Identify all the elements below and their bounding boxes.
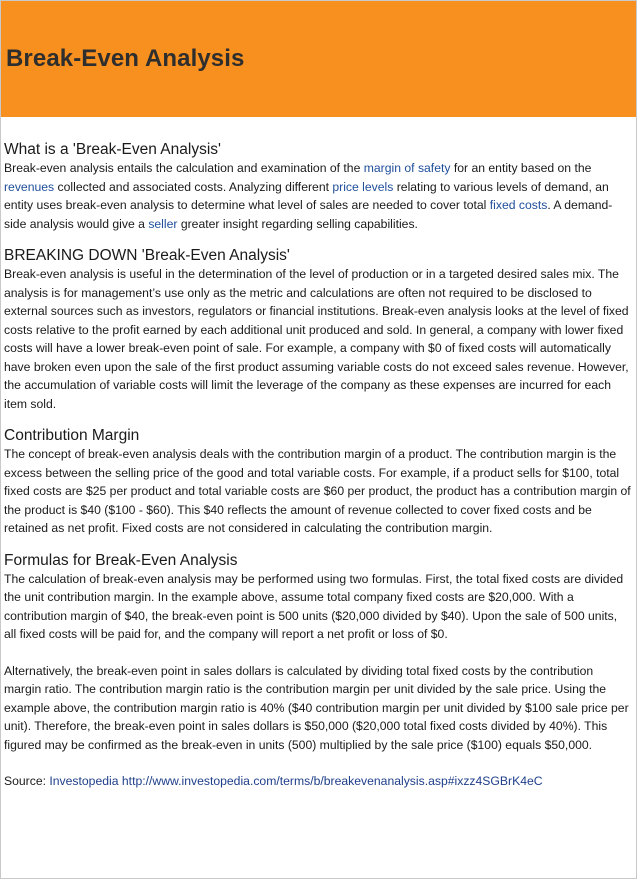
section-heading-contribution-margin: Contribution Margin <box>4 427 140 444</box>
text-run: Break-even analysis entails the calculation and examination of the <box>4 161 364 175</box>
source-url-link[interactable]: http://www.investopedia.com/terms/b/breakevenanalysis.asp#ixzz4SGBrK4eC <box>121 774 543 788</box>
source-line <box>4 772 632 791</box>
section-heading-breaking-down: BREAKING DOWN 'Break-Even Analysis' <box>4 247 290 264</box>
section-paragraph-contribution-margin: The concept of break-even analysis deals with the contribution margin of a product. The contribution margin is the excess between the selling price of the good and total variable costs. For example, if a product sells for $100, total fixed costs are $25 per product and total variable costs are $60 per product, the product has a contribution margin of the product is $40 ($100 - $60). This $40 reflects the amount of revenue collected to cover fixed costs and be retained as net profit. Fixed costs are not considered in calculating the contribution margin. <box>4 447 631 535</box>
article-body <box>4 140 632 791</box>
section-paragraph-what-is <box>4 159 632 233</box>
text-run: greater insight regarding selling capabilities. <box>177 216 418 231</box>
section-heading-what-is: What is a 'Break-Even Analysis' <box>4 141 221 158</box>
section-paragraph-breaking-down: Break-even analysis is useful in the determination of the level of production or in a targeted desired sales mix. The analysis is for management’s use only as the metric and calculations are often not required to be disclosed to external sources such as investors, regulators or financial institutions. Break-even analysis looks at the level of fixed costs relative to the profit earned by each additional unit produced and sold. In general, a company with lower fixed costs will have a lower break-even point of sale. For example, a company with $0 of fixed costs will automatically have broken even upon the sale of the first product assuming variable costs do not exceed sales revenue. However, the accumulation of variable costs will limit the leverage of the company as these expenses are incurred for each item sold. <box>4 267 629 411</box>
text-run: for an entity based on the <box>450 161 592 175</box>
text-run: relating to various levels of demand, an entity uses break-even analysis to determine what level of sales are needed to cover total <box>4 179 609 212</box>
link-price-levels[interactable]: price levels <box>332 179 394 194</box>
section-paragraph-formulas-1: The calculation of break-even analysis may be performed using two formulas. First, the total fixed costs are divided the unit contribution margin. In the example above, assume total company fixed costs are $20,000. With a contribution margin of $40, the break-even point is 500 units ($20,000 divided by $40). Upon the sale of 500 units, all fixed costs will be paid for, and the company will report a net profit or loss of $0. <box>4 571 624 641</box>
page-title: Break-Even Analysis <box>6 45 245 72</box>
text-run: . A demand-side analysis would give a <box>4 198 613 231</box>
link-seller[interactable]: seller <box>148 216 178 231</box>
title-banner <box>1 1 636 117</box>
section-paragraph-formulas-2: Alternatively, the break-even point in sales dollars is calculated by dividing total fixed costs by the contribution margin ratio. The contribution margin ratio is the contribution margin per unit divided by the sale price. Using the example above, the contribution margin ratio is 40% ($40 contribution margin per unit divided by $100 sale price per unit). Therefore, the break-even point in sales dollars is $50,000 ($20,000 total fixed costs divided by 40%). This figured may be confirmed as the break-even in units (500) multiplied by the sale price ($100) equals $50,000. <box>4 663 629 752</box>
link-fixed-costs[interactable]: fixed costs <box>489 198 548 212</box>
link-margin-of-safety[interactable]: margin of safety <box>363 161 451 175</box>
section-heading-formulas: Formulas for Break-Even Analysis <box>4 551 238 569</box>
source-link-investopedia[interactable]: Investopedia <box>49 774 119 788</box>
text-run: collected and associated costs. Analyzing different <box>54 179 333 194</box>
source-label: Source: <box>4 774 50 788</box>
link-revenues[interactable]: revenues <box>4 179 55 194</box>
